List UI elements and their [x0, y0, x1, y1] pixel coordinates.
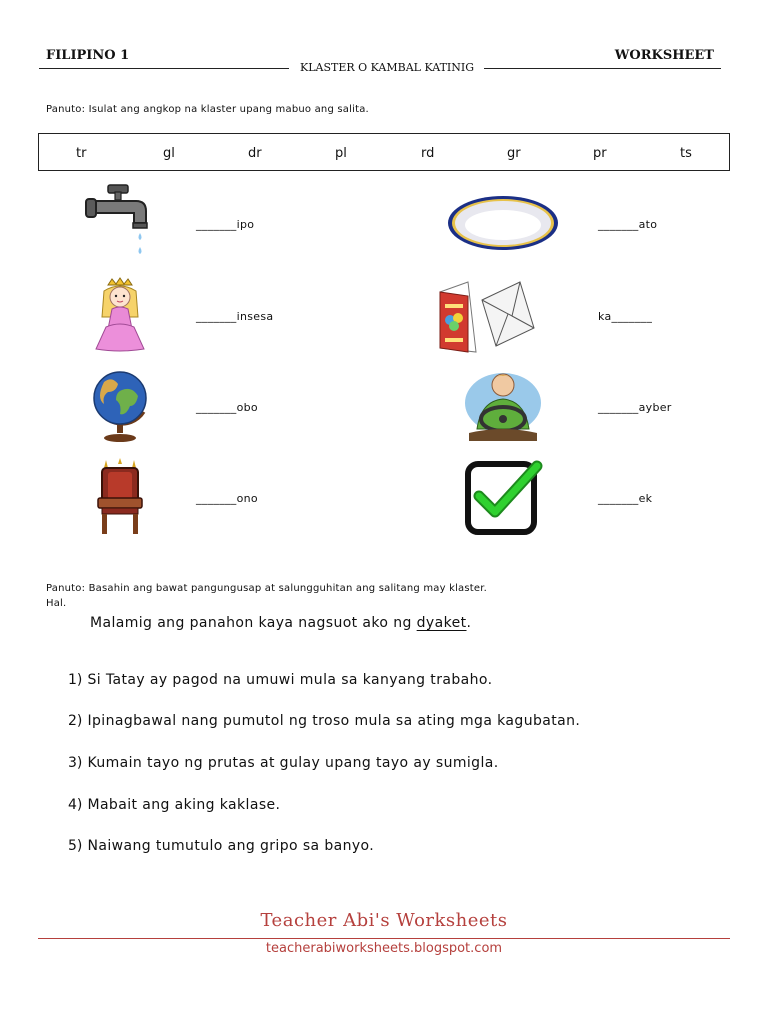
blank-word: _______insesa — [196, 310, 274, 323]
sentence-number: 4) — [68, 797, 83, 813]
example-sentence — [90, 615, 471, 631]
sentence-number: 2) — [68, 713, 83, 729]
sentence-text: Ipinagbawal nang pumutol ng troso mula sa ating mga kagubatan. — [87, 713, 581, 729]
globe-icon — [90, 368, 150, 444]
sentence-item — [68, 752, 499, 771]
cluster-choice: dr — [248, 146, 262, 161]
blank-word: _______ono — [196, 492, 258, 505]
sentence-number: 1) — [68, 672, 83, 688]
cluster-choice: gr — [507, 146, 521, 161]
footer-rule — [38, 938, 730, 939]
birthday-card-icon — [438, 276, 536, 352]
example-text: Malamig ang panahon kaya nagsuot ako ng — [90, 615, 417, 631]
cluster-choice: rd — [421, 146, 435, 161]
blank-word: _______ayber — [598, 401, 672, 414]
sentence-item — [68, 669, 492, 688]
sentence-item — [68, 794, 280, 813]
plate-icon — [447, 195, 559, 251]
sentence-number: 5) — [68, 838, 83, 854]
cluster-choice: tr — [76, 146, 87, 161]
instruction-2: Panuto: Basahin ang bawat pangungusap at salungguhitan ang salitang may klaster. — [46, 583, 488, 594]
cluster-choices-box — [38, 133, 730, 171]
sentence-text: Naiwang tumutulo ang gripo sa banyo. — [87, 838, 375, 854]
sentence-item — [68, 835, 374, 854]
blank-word: _______obo — [196, 401, 258, 414]
sentence-text: Kumain tayo ng prutas at gulay upang tayo ay sumigla. — [87, 755, 499, 771]
check-mark-icon — [465, 460, 543, 536]
sentence-item — [68, 710, 580, 729]
cluster-choice: pl — [335, 146, 347, 161]
blank-word: _______ato — [598, 218, 658, 231]
princess-icon — [92, 277, 148, 352]
faucet-icon — [86, 185, 156, 260]
blank-word: _______ipo — [196, 218, 255, 231]
footer-brand: Teacher Abi's Worksheets — [260, 910, 508, 931]
throne-icon — [96, 460, 144, 536]
subject-label: FILIPINO 1 — [46, 48, 130, 63]
driver-icon — [463, 367, 543, 443]
instruction-1: Panuto: Isulat ang angkop na klaster upang mabuo ang salita. — [46, 104, 369, 115]
example-period: . — [466, 615, 472, 631]
sentence-text: Mabait ang aking kaklase. — [87, 797, 281, 813]
footer-url[interactable]: teacherabiworksheets.blogspot.com — [265, 941, 503, 956]
worksheet-title: KLASTER O KAMBAL KATINIG — [299, 61, 475, 74]
blank-word: _______ek — [598, 492, 653, 505]
cluster-choice: ts — [680, 146, 692, 161]
example-underlined-word: dyaket — [416, 615, 467, 631]
sentence-number: 3) — [68, 755, 83, 771]
cluster-choice: pr — [593, 146, 607, 161]
cluster-choice: gl — [163, 146, 175, 161]
example-label: Hal. — [46, 598, 67, 609]
blank-word: ka_______ — [598, 310, 653, 323]
worksheet-label: WORKSHEET — [614, 48, 714, 63]
header-rule-left — [39, 68, 289, 69]
sentence-text: Si Tatay ay pagod na umuwi mula sa kanyang trabaho. — [87, 672, 493, 688]
header-rule-right — [484, 68, 721, 69]
